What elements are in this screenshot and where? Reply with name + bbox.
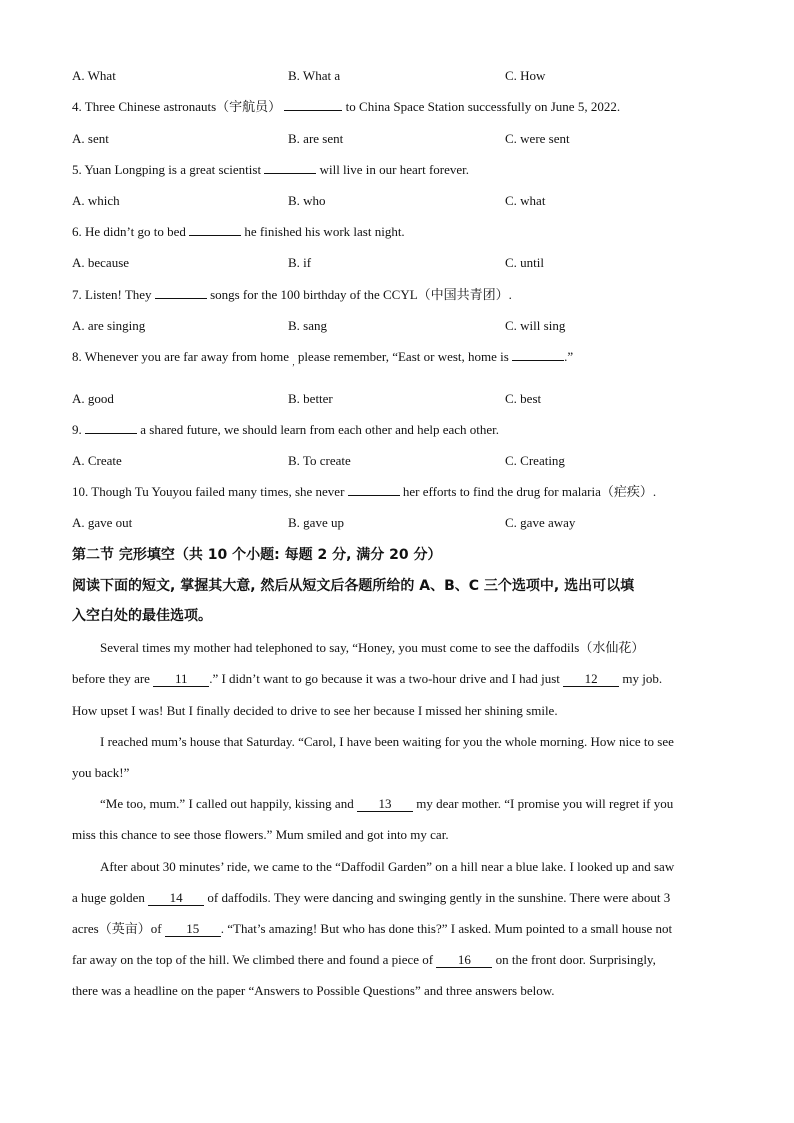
q10-blank	[348, 495, 400, 496]
q9-option-a: A. Create	[72, 453, 122, 468]
blank-12: 12	[563, 672, 619, 687]
q4-option-a: A. sent	[72, 131, 109, 146]
text-run: of daffodils. They were dancing and swinging gently in the sunshine. There were about 3	[207, 890, 671, 905]
q6-stem-start: 6. He didn’t go to bed	[72, 224, 186, 239]
passage-p2-line-1: I reached mum’s house that Saturday. “Carol, I have been waiting for you the whole morning. How nice to see	[100, 734, 674, 749]
q9-option-c: C. Creating	[505, 453, 565, 468]
question-7	[72, 287, 512, 303]
question-8	[72, 349, 573, 370]
q8-stem-end: .”	[564, 349, 574, 364]
section-2-title: 第二节 完形填空（共 10 个小题: 每题 2 分, 满分 20 分）	[72, 547, 442, 563]
q5-option-c: C. what	[505, 193, 546, 208]
q10-stem-start: 10. Though Tu Youyou failed many times, she never	[72, 484, 345, 499]
q8-option-a: A. good	[72, 391, 114, 406]
q9-stem-end: a shared future, we should learn from each other and help each other.	[140, 422, 500, 437]
q5-stem-start: 5. Yuan Longping is a great scientist	[72, 162, 262, 177]
q8-option-c: C. best	[505, 391, 542, 406]
passage-p4-line-2	[72, 890, 670, 906]
q4-option-c: C. were sent	[505, 131, 570, 146]
q4-stem-start: 4. Three Chinese astronauts（宇航员）	[72, 99, 282, 114]
text-run: . “That’s amazing! But who has done this?” I asked. Mum pointed to a small house not	[220, 921, 673, 936]
text-run: before they are	[72, 671, 150, 686]
q6-option-c: C. until	[505, 255, 545, 270]
q8-option-b: B. better	[288, 391, 333, 406]
text-run: “Me too, mum.” I called out happily, kissing and	[100, 796, 354, 811]
passage-p1-line-3: How upset I was! But I finally decided to drive to see her because I missed her shining smile.	[72, 703, 558, 718]
q6-stem-end: he finished his work last night.	[244, 224, 405, 239]
blank-16: 16	[436, 953, 492, 968]
q5-blank	[264, 173, 316, 174]
q5-stem-end: will live in our heart forever.	[319, 162, 470, 177]
q3-option-c: C. How	[505, 68, 546, 83]
passage-p1-line-1: Several times my mother had telephoned to say, “Honey, you must come to see the daffodils（水仙花）	[100, 640, 645, 655]
text-run: far away on the top of the hill. We climbed there and found a piece of	[72, 952, 434, 967]
comma-mark: ,	[292, 357, 295, 367]
q10-option-a: A. gave out	[72, 515, 133, 530]
q9-option-b: B. To create	[288, 453, 351, 468]
q7-stem-start: 7. Listen! They	[72, 287, 152, 302]
q10-option-b: B. gave up	[288, 515, 344, 530]
passage-p4-line-4	[72, 952, 656, 968]
question-4	[72, 99, 620, 115]
blank-14: 14	[148, 891, 204, 906]
q9-stem-start: 9.	[72, 422, 82, 437]
q7-option-c: C. will sing	[505, 318, 566, 333]
question-5	[72, 162, 469, 178]
passage-p2-line-2: you back!”	[72, 765, 130, 780]
q8-stem-start: 8. Whenever you are far away from home	[72, 349, 290, 364]
text-run: on the front door. Surprisingly,	[495, 952, 656, 967]
q7-option-a: A. are singing	[72, 318, 146, 333]
q10-stem-end: her efforts to find the drug for malaria（疟疾）.	[402, 484, 657, 499]
q7-option-b: B. sang	[288, 318, 327, 333]
q7-blank	[155, 298, 207, 299]
text-run: acres（英亩）of	[72, 921, 162, 936]
text-run: my dear mother. “I promise you will regret if you	[416, 796, 674, 811]
q8-blank	[512, 360, 564, 361]
q4-option-b: B. are sent	[288, 131, 344, 146]
q10-option-c: C. gave away	[505, 515, 576, 530]
blank-11: 11	[153, 672, 209, 687]
q4-stem-end: to China Space Station successfully on June 5, 2022.	[345, 99, 621, 114]
q5-option-a: A. which	[72, 193, 120, 208]
q6-blank	[189, 235, 241, 236]
blank-15: 15	[165, 922, 221, 937]
q5-option-b: B. who	[288, 193, 326, 208]
passage-p3-line-2: miss this chance to see those flowers.” Mum smiled and got into my car.	[72, 827, 449, 842]
question-6	[72, 224, 405, 240]
q6-option-b: B. if	[288, 255, 312, 270]
q8-stem-middle: please remember, “East or west, home is	[297, 349, 509, 364]
blank-13: 13	[357, 797, 413, 812]
q3-option-a: A. What	[72, 68, 116, 83]
text-run: my job.	[622, 671, 663, 686]
q4-blank	[284, 110, 342, 111]
text-run: a huge golden	[72, 890, 145, 905]
q7-stem-end: songs for the 100 birthday of the CCYL（中国共青团）.	[210, 287, 512, 302]
section-2-instructions-line-2: 入空白处的最佳选项。	[72, 608, 212, 624]
passage-p4-line-5: there was a headline on the paper “Answers to Possible Questions” and three answers below.	[72, 983, 555, 998]
q3-option-b: B. What a	[288, 68, 341, 83]
text-run: .” I didn’t want to go because it was a two-hour drive and I had just	[209, 671, 560, 686]
passage-p3-line-1	[100, 796, 673, 812]
section-2-instructions-line-1: 阅读下面的短文, 掌握其大意, 然后从短文后各题所给的 A、B、C 三个选项中, 选出可以填	[72, 578, 635, 594]
q9-blank	[85, 433, 137, 434]
question-9	[72, 422, 499, 438]
q6-option-a: A. because	[72, 255, 130, 270]
passage-p4-line-3	[72, 921, 672, 937]
passage-p1-line-2	[72, 671, 662, 687]
passage-p4-line-1: After about 30 minutes’ ride, we came to the “Daffodil Garden” on a hill near a blue lake. I looked up and saw	[100, 859, 675, 874]
question-10	[72, 484, 656, 500]
